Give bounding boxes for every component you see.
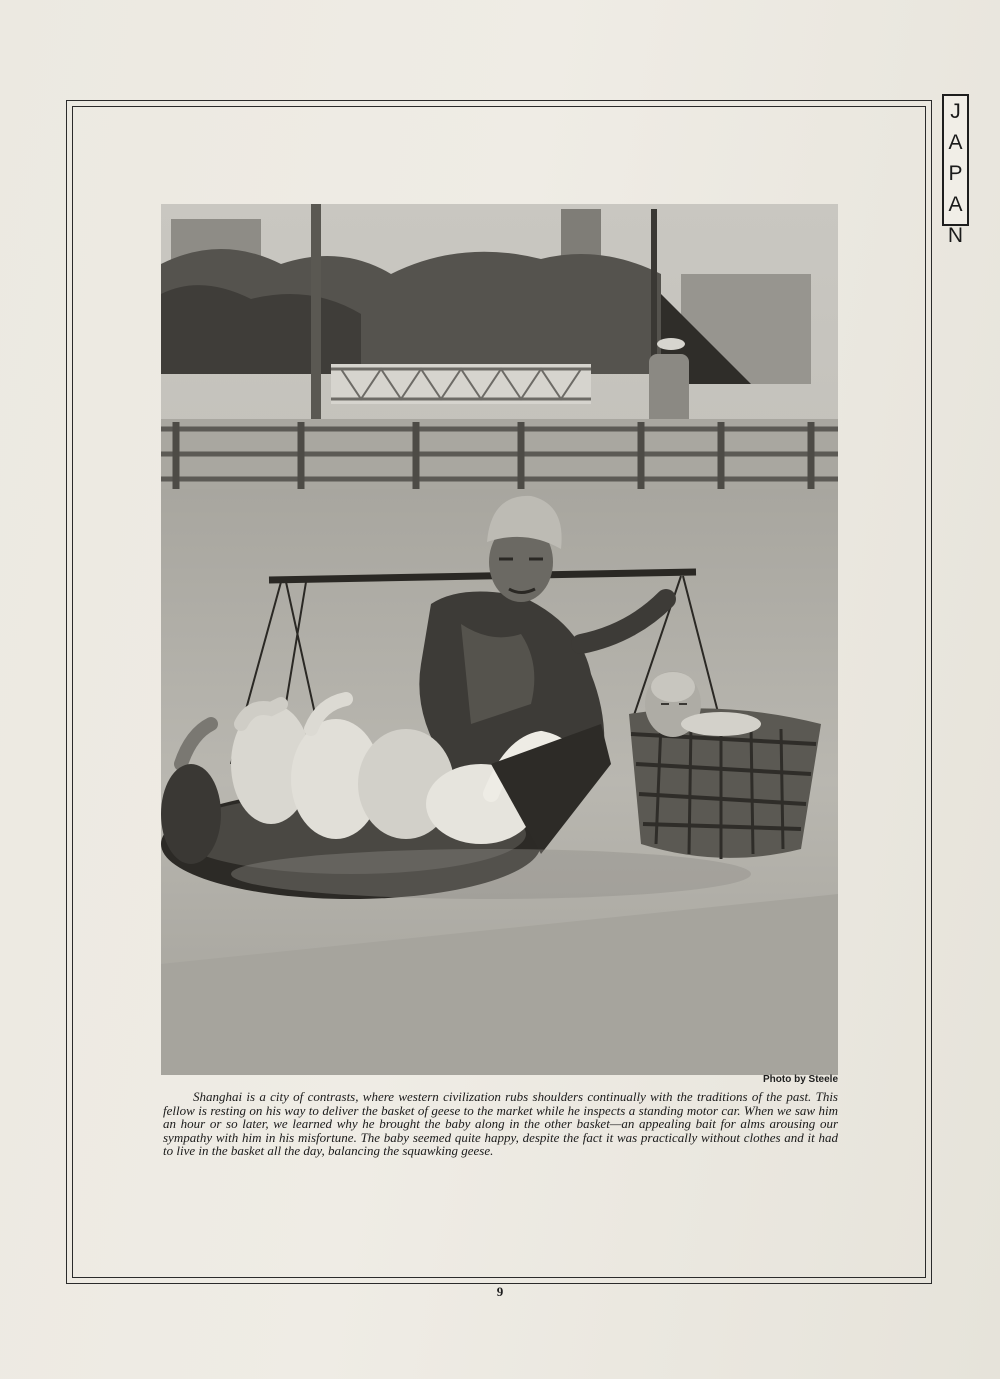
photo-credit: Photo by Steele: [762, 1074, 838, 1085]
photo-caption: Shanghai is a city of contrasts, where western civilization rubs shoulders continually with the traditions of the past. This fellow is resting on his way to deliver the basket of geese to the market while he inspects a standing motor car. When we saw him an hour or so later, we learned why he brought the baby along in the other basket—an appealing bait for alms arousing our sympathy with him in his misfortune. The baby seemed quite happy, despite the fact it was practically without clothes and it had to live in the basket all the day, balancing the squawking geese.: [163, 1089, 838, 1158]
section-tab-letter: A: [948, 131, 963, 154]
street-vendor-photograph: [161, 204, 838, 1075]
section-tab: [942, 94, 969, 247]
section-tab-letter: N: [947, 224, 964, 247]
page-number: 9: [496, 1284, 504, 1299]
section-tab-letter: J: [950, 100, 961, 123]
section-tab-letter: P: [948, 162, 963, 185]
section-tab-letter: A: [948, 193, 963, 216]
